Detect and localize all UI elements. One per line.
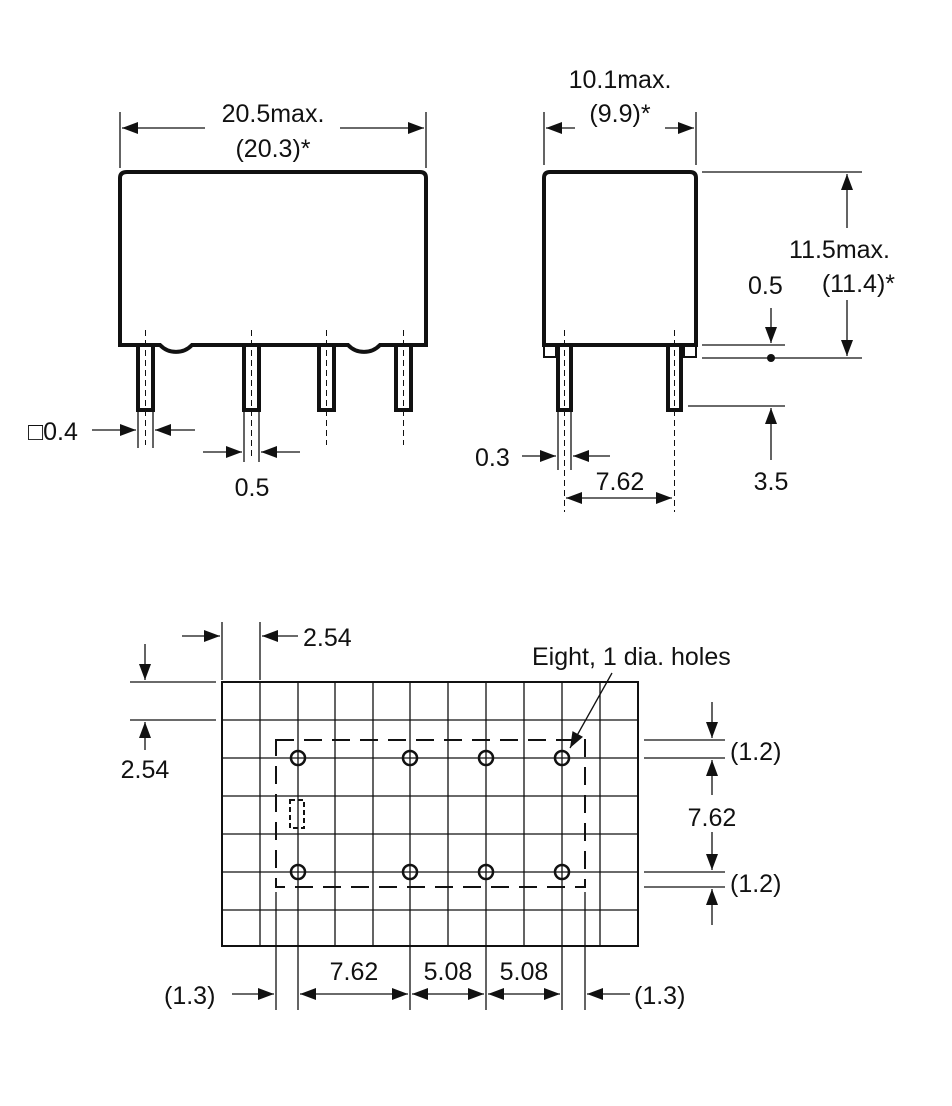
orientation-mark: [290, 800, 304, 828]
front-view: [28, 100, 426, 502]
offset-right: (1.3): [634, 982, 686, 1010]
row-spacing: 7.62: [687, 804, 737, 832]
pcb-layout: [121, 622, 782, 1010]
front-width-nominal: (20.3)*: [235, 135, 311, 163]
side-view: [475, 66, 895, 512]
col-spacing-1: 7.62: [329, 958, 379, 986]
col-spacing-2: 5.08: [423, 958, 473, 986]
offset-left: (1.3): [164, 982, 216, 1010]
relay-footprint-outline: [276, 740, 585, 887]
holes-note: Eight, 1 dia. holes: [532, 643, 731, 671]
front-body-outline: [120, 172, 426, 352]
side-body-outline: [544, 172, 696, 345]
side-terminal-pitch: 7.62: [595, 468, 645, 496]
offset-bottom: (1.2): [730, 870, 782, 898]
pcb-grid: [222, 682, 638, 946]
front-terminal-spacing: 0.5: [234, 474, 270, 502]
grid-pitch-vertical: 2.54: [120, 756, 170, 784]
side-height-nominal: (11.4)*: [821, 270, 895, 298]
pcb-outline: [222, 682, 638, 946]
side-terminal-length: 3.5: [753, 468, 789, 496]
pcb-holes: [291, 751, 569, 879]
col-spacing-3: 5.08: [499, 958, 549, 986]
front-width-max: 20.5max.: [221, 100, 325, 128]
front-terminal-square: □0.4: [28, 418, 78, 446]
side-width-nominal: (9.9)*: [589, 100, 651, 128]
grid-pitch-horizontal: 2.54: [303, 624, 352, 652]
side-terminal-thickness: 0.3: [475, 444, 510, 472]
side-width-max: 10.1max.: [568, 66, 672, 94]
side-standoff: 0.5: [748, 272, 783, 300]
side-height-max: 11.5max.: [789, 236, 890, 264]
offset-top: (1.2): [730, 738, 782, 766]
